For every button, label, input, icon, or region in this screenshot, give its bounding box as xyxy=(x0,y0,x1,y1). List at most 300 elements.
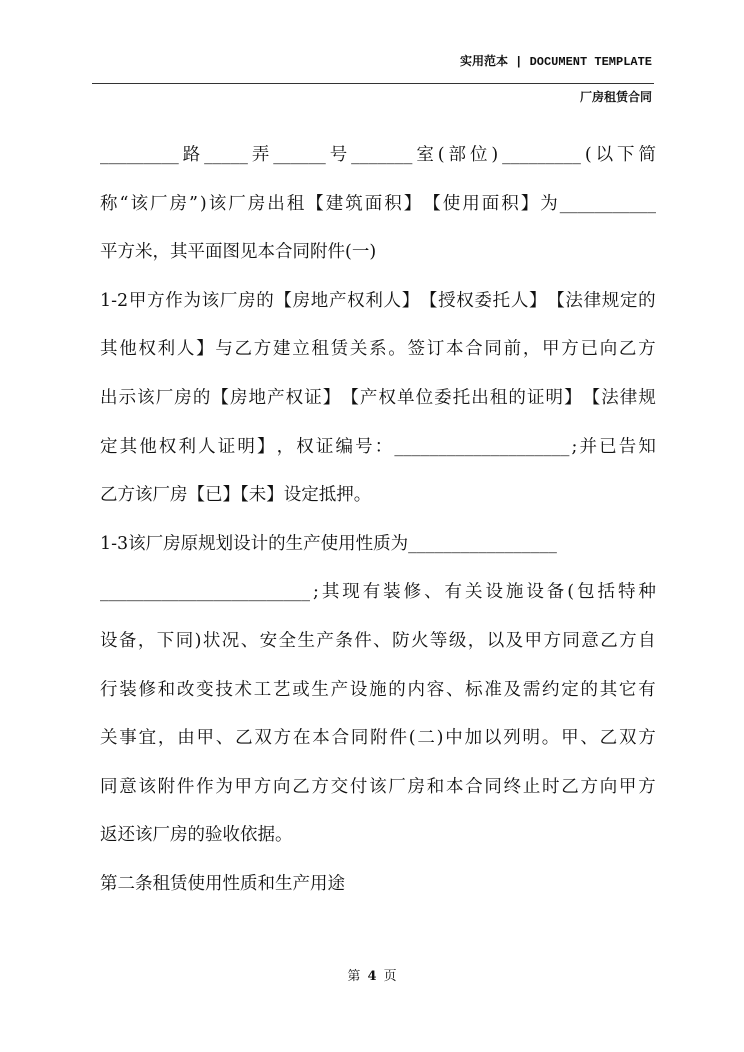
body-line-glyph: ： xyxy=(374,436,393,457)
body-line-glyph: 。 xyxy=(388,339,406,360)
body-line-glyph: 中 xyxy=(445,728,463,749)
body-line-glyph: 租 xyxy=(311,339,329,360)
body-line-glyph: 路 xyxy=(182,145,201,165)
body-line-glyph: 特 xyxy=(617,582,636,603)
body-line-glyph: 与 xyxy=(215,339,233,360)
body-line-glyph: 设 xyxy=(349,679,368,700)
body-line-glyph: 乙 xyxy=(235,728,253,749)
body-line-glyph: 修 xyxy=(403,582,422,603)
body-line-glyph: 用 xyxy=(462,193,480,214)
body-line-glyph: 件 xyxy=(176,776,195,797)
body-line-glyph: 部 xyxy=(448,145,467,165)
body-line-glyph: 他 xyxy=(119,339,137,360)
body-line-glyph: 技 xyxy=(215,679,233,700)
body-line-glyph: 的 xyxy=(508,387,526,408)
body-line-glyph: 装 xyxy=(383,582,401,603)
body-line-glyph: 授 xyxy=(438,290,456,311)
body-line-glyph: 设 xyxy=(485,582,503,603)
body-line-glyph: 【 xyxy=(211,387,229,408)
body-line-glyph: 方 xyxy=(253,776,272,797)
body-line-glyph: 有 xyxy=(444,582,463,603)
body-line-glyph: 、 xyxy=(215,728,234,749)
body-line-glyph: ， xyxy=(137,630,156,651)
body-line-glyph: 订 xyxy=(426,339,445,360)
body-line-glyph: 件 xyxy=(389,728,407,749)
body-line-glyph: 或 xyxy=(292,679,310,700)
body-line-glyph: 本 xyxy=(445,776,464,797)
body-line-glyph: 并 xyxy=(579,436,598,457)
body-line-glyph: 方 xyxy=(580,776,598,797)
body-line-glyph: 人 xyxy=(510,290,529,311)
body-line-glyph: 本 xyxy=(312,728,330,749)
body-line-glyph: _____ xyxy=(204,145,248,165)
body-line-glyph: 位 xyxy=(469,145,488,165)
body-line-glyph: 编 xyxy=(335,436,353,457)
body-line-glyph: 建 xyxy=(272,339,291,360)
body-line-glyph: ， xyxy=(522,339,541,360)
body-line-glyph: 面 xyxy=(364,193,383,214)
body-line-glyph: 关 xyxy=(349,339,368,360)
body-line-glyph: 乙 xyxy=(561,776,579,797)
body-line xyxy=(100,528,656,577)
body-line-glyph: ______ xyxy=(273,145,326,165)
body-line-glyph: 备 xyxy=(118,630,137,651)
page-number: 4 xyxy=(367,969,377,984)
body-line-glyph: 作 xyxy=(196,776,214,797)
body-line-glyph: 签 xyxy=(407,339,425,360)
body-line-glyph: 下 xyxy=(617,145,635,165)
body-line-glyph: 房 xyxy=(292,290,311,311)
body-line-glyph: 交 xyxy=(330,776,349,797)
body-line-glyph: 托 xyxy=(452,387,471,408)
body-line-glyph: 同 xyxy=(175,630,194,651)
body-line-glyph: 产 xyxy=(328,290,347,311)
body-line-glyph: ” xyxy=(188,193,198,214)
body-line-glyph: 向 xyxy=(599,776,618,797)
body-line-glyph: 人 xyxy=(383,290,401,311)
body-line-glyph: 以 xyxy=(483,728,502,749)
body-line xyxy=(100,382,656,431)
body-line-glyph: 约 xyxy=(542,679,560,700)
body-line-glyph: 备 xyxy=(546,582,565,603)
body-line-glyph: 甲 xyxy=(618,776,637,797)
body-line-glyph: 律 xyxy=(583,290,602,311)
page-number-suffix: 页 xyxy=(383,969,397,984)
body-line-glyph: 合 xyxy=(465,339,483,360)
body-line-glyph: 立 xyxy=(292,339,310,360)
body-line-glyph: 、 xyxy=(580,728,598,749)
body-line-glyph: 它 xyxy=(618,679,637,700)
body-line-glyph: 种 xyxy=(638,582,656,603)
body-line-glyph: 房 xyxy=(229,387,248,408)
body-line-glyph: 双 xyxy=(254,728,272,749)
body-line xyxy=(100,674,656,723)
body-line-glyph: ( xyxy=(408,728,416,749)
body-line-glyph: 意 xyxy=(581,630,599,651)
body-line-glyph: 关 xyxy=(464,582,483,603)
body-line-glyph: 系 xyxy=(369,339,387,360)
body-line-glyph: 利 xyxy=(365,290,383,311)
body-line-glyph: ; xyxy=(571,436,578,457)
body-line-glyph: 事 xyxy=(119,728,137,749)
body-line-glyph: 方 xyxy=(638,339,656,360)
body-line-glyph: 厂 xyxy=(149,193,168,214)
body-line-glyph: 施 xyxy=(369,679,387,700)
body-line-glyph: 人 xyxy=(198,436,216,457)
body-line-glyph: 租 xyxy=(286,193,305,214)
body-line-glyph: 同 xyxy=(484,339,502,360)
body-line-glyph: 二 xyxy=(417,728,435,749)
body-line xyxy=(100,188,656,237)
body-line-glyph: 法 xyxy=(601,387,619,408)
body-line-glyph: 件 xyxy=(354,630,372,651)
body-line-glyph: ， xyxy=(467,630,486,651)
body-line-glyph: 生 xyxy=(311,679,329,700)
body-line-glyph: 其 xyxy=(599,679,618,700)
body-line-glyph: 等 xyxy=(429,630,448,651)
body-line-glyph: 规 xyxy=(601,290,620,311)
section-heading xyxy=(100,868,656,917)
body-line-glyph: 证 xyxy=(315,436,334,457)
body-line-glyph: 加 xyxy=(464,728,483,749)
body-line-glyph: 厂 xyxy=(219,290,238,311)
body-line-glyph: 安 xyxy=(259,630,278,651)
body-line-glyph: 】 xyxy=(564,387,582,408)
body-line-glyph: 规 xyxy=(638,387,656,408)
body-line-glyph: 厂 xyxy=(155,387,174,408)
body-line-glyph: 、 xyxy=(445,679,464,700)
body-line-glyph: 由 xyxy=(177,728,195,749)
body-line-glyph: 有 xyxy=(638,679,656,700)
body-line-glyph: “ xyxy=(119,193,129,214)
body-line-glyph: 弄 xyxy=(251,145,270,165)
body-line-glyph: 的 xyxy=(388,679,406,700)
body-line-glyph: 甲 xyxy=(542,339,560,360)
body-line-glyph: 合 xyxy=(331,728,350,749)
body-line-glyph: 同 xyxy=(562,630,580,651)
body-line-glyph: 艺 xyxy=(272,679,291,700)
body-line-glyph: 【 xyxy=(306,193,324,214)
body-line-glyph: 术 xyxy=(234,679,253,700)
body-line-glyph: 产 xyxy=(330,679,349,700)
body-line-glyph: 方 xyxy=(638,728,656,749)
body-line-glyph: 已 xyxy=(599,436,617,457)
body-line-glyph: 证 xyxy=(526,387,545,408)
body-line xyxy=(100,236,656,285)
body-line-glyph: 其 xyxy=(119,436,138,457)
body-line-text: 返还该厂房的验收依据。 xyxy=(100,825,293,846)
body-line-glyph: 明 xyxy=(545,387,563,408)
body-line-glyph: 乙 xyxy=(599,728,618,749)
body-line-glyph: 建 xyxy=(325,193,344,214)
body-line-glyph: 房 xyxy=(238,290,256,311)
body-line-glyph: 及 xyxy=(505,630,524,651)
body-line-glyph: 房 xyxy=(247,193,266,214)
body-line-glyph: ( xyxy=(567,582,575,603)
body-line-glyph: 方 xyxy=(253,339,272,360)
body-line-glyph: 行 xyxy=(100,679,118,700)
body-line-glyph: 该 xyxy=(138,776,156,797)
body-line-glyph: 本 xyxy=(445,339,464,360)
body-line-glyph: 权 xyxy=(285,387,304,408)
body-line-glyph: 【 xyxy=(419,290,438,311)
body-line-glyph: 权 xyxy=(347,290,365,311)
body-line-glyph: 甲 xyxy=(561,728,579,749)
body-line-glyph: 火 xyxy=(411,630,429,651)
body-line-glyph: 方 xyxy=(619,630,637,651)
body-line-glyph: 积 xyxy=(501,193,519,214)
body-line-glyph: 同 xyxy=(350,728,369,749)
body-line-glyph: 方 xyxy=(638,776,656,797)
body-line-glyph: 附 xyxy=(370,728,388,749)
body-line-glyph: 】 xyxy=(520,193,539,214)
body-line-glyph: 防 xyxy=(392,630,410,651)
body-line-glyph: ___________ xyxy=(559,193,656,214)
body-line-glyph: 权 xyxy=(456,290,474,311)
body-line-glyph: 以 xyxy=(595,145,614,165)
body-line-glyph: 下 xyxy=(156,630,175,651)
body-line-glyph: 时 xyxy=(542,776,560,797)
body-line-glyph: 该 xyxy=(369,776,387,797)
body-line-glyph: 列 xyxy=(503,728,521,749)
body-line-glyph: 使 xyxy=(442,193,461,214)
body-line-glyph: 双 xyxy=(618,728,637,749)
body-line-glyph: 该 xyxy=(130,193,148,214)
body-line-glyph: 其 xyxy=(100,339,118,360)
body-line-glyph: 人 xyxy=(176,339,195,360)
body-line-glyph: 工 xyxy=(253,679,272,700)
body-line-glyph: 内 xyxy=(407,679,425,700)
body-line-glyph: 方 xyxy=(311,776,329,797)
body-line-glyph: 自 xyxy=(638,630,656,651)
body-line-text: 平方米，其平面图见本合同附件(一) xyxy=(100,242,377,263)
body-line-glyph: 为 xyxy=(540,193,558,214)
body-line-glyph: 标 xyxy=(465,679,483,700)
body-line-glyph: 明 xyxy=(237,436,255,457)
body-line-glyph: 有 xyxy=(362,582,381,603)
body-line-glyph: 施 xyxy=(505,582,524,603)
body-line-glyph: 级 xyxy=(448,630,467,651)
body-line-glyph: 权 xyxy=(138,339,156,360)
body-line-glyph: _________ xyxy=(100,145,179,165)
body-line-glyph: 包 xyxy=(577,582,595,603)
body-line-glyph: 同 xyxy=(100,776,118,797)
body-line xyxy=(100,819,656,868)
body-line-glyph: ________________________ xyxy=(100,582,310,603)
body-line-glyph: ( xyxy=(584,145,592,165)
body-line-glyph: 【 xyxy=(341,387,359,408)
body-line-glyph: ) xyxy=(491,145,499,165)
body-line-glyph: 1-2 xyxy=(100,290,129,311)
body-line-glyph: 乙 xyxy=(234,339,253,360)
body-line-glyph: ( xyxy=(437,145,445,165)
body-line-glyph: 乙 xyxy=(618,339,637,360)
body-line-glyph: 况 xyxy=(221,630,240,651)
body-line-glyph: 】 xyxy=(401,290,420,311)
body-line-glyph: 向 xyxy=(272,776,291,797)
body-line-glyph: 房 xyxy=(169,193,187,214)
body-line-glyph: 和 xyxy=(426,776,445,797)
body-line-glyph: 】 xyxy=(196,339,214,360)
body-line-glyph: 意 xyxy=(119,776,137,797)
body-line-glyph: 在 xyxy=(292,728,311,749)
body-line-glyph: 甲 xyxy=(234,776,253,797)
body-line-glyph: 定 xyxy=(100,436,118,457)
body-line xyxy=(100,771,656,820)
body-line-glyph: 需 xyxy=(522,679,541,700)
document-header-subtitle: 厂房租赁合同 xyxy=(579,90,652,104)
body-line xyxy=(100,625,656,674)
body-line-glyph: 生 xyxy=(297,630,315,651)
page-number-prefix: 第 xyxy=(347,969,361,984)
body-line-glyph: 】 xyxy=(529,290,547,311)
body-line-glyph: 变 xyxy=(196,679,214,700)
body-line-glyph: 、 xyxy=(240,630,259,651)
body-line-glyph: 以 xyxy=(486,630,505,651)
body-line-glyph: 权 xyxy=(378,387,396,408)
body-line-glyph: 托 xyxy=(492,290,511,311)
body-line-glyph: _______ xyxy=(351,145,413,165)
body-line-glyph: 委 xyxy=(474,290,492,311)
body-line-glyph: 乙 xyxy=(292,776,310,797)
body-line-glyph: 装 xyxy=(119,679,137,700)
body-line-glyph: 权 xyxy=(296,436,314,457)
body-line-glyph: 状 xyxy=(202,630,221,651)
body-line-glyph: _________ xyxy=(502,145,581,165)
document-header-title: 实用范本 | DOCUMENT TEMPLATE xyxy=(459,55,652,69)
body-line-glyph: 、 xyxy=(424,582,442,603)
body-line xyxy=(100,431,656,480)
body-line-glyph: 附 xyxy=(157,776,176,797)
body-line-glyph: 前 xyxy=(503,339,522,360)
body-line-text: 乙方该厂房【已】【未】设定抵押。 xyxy=(100,485,372,506)
body-line-glyph: 的 xyxy=(192,387,211,408)
body-line-glyph: 定 xyxy=(561,679,579,700)
body-line-glyph: 方 xyxy=(561,339,579,360)
body-line-glyph: 改 xyxy=(176,679,195,700)
header-divider xyxy=(92,83,654,84)
body-line-glyph: 甲 xyxy=(128,290,147,311)
body-line-glyph: 终 xyxy=(503,776,522,797)
body-line-glyph: 称 xyxy=(100,193,118,214)
body-line-glyph: ) xyxy=(194,630,202,651)
body-line-glyph: 产 xyxy=(267,387,285,408)
body-line-glyph: ， xyxy=(276,436,295,457)
body-line-glyph: 位 xyxy=(415,387,434,408)
body-line-glyph: 容 xyxy=(426,679,445,700)
body-line-glyph: 条 xyxy=(335,630,353,651)
body-line-glyph: 房 xyxy=(174,387,192,408)
body-line-glyph: 定 xyxy=(619,290,638,311)
body-line-glyph: ; xyxy=(312,582,319,603)
body-line-glyph: 利 xyxy=(178,436,196,457)
body-line-glyph: 律 xyxy=(619,387,638,408)
body-line-glyph: 示 xyxy=(118,387,137,408)
body-line-glyph: 其 xyxy=(321,582,340,603)
body-line-glyph: 作 xyxy=(165,290,183,311)
body-line-glyph: 修 xyxy=(138,679,156,700)
body-line-glyph: 现 xyxy=(342,582,360,603)
body-line-glyph: 委 xyxy=(434,387,452,408)
body-line-text: 1-3该厂房原规划设计的生产使用性质为_________________ xyxy=(100,533,557,554)
body-line-glyph: 方 xyxy=(147,290,165,311)
body-line-glyph: 合 xyxy=(465,776,483,797)
body-line-glyph: ， xyxy=(157,728,176,749)
body-line-glyph: 付 xyxy=(349,776,368,797)
body-line-glyph: 该 xyxy=(208,193,227,214)
body-line-glyph: 该 xyxy=(201,290,220,311)
body-line-glyph: 权 xyxy=(158,436,177,457)
section-heading-text: 第二条租赁使用性质和生产用途 xyxy=(100,873,345,894)
body-line-glyph: 利 xyxy=(157,339,176,360)
body-line-glyph: 地 xyxy=(310,290,329,311)
body-line-glyph: 、 xyxy=(373,630,391,651)
body-line-glyph: 止 xyxy=(522,776,541,797)
body-line-glyph: 厂 xyxy=(388,776,406,797)
body-line-glyph: 的 xyxy=(580,679,598,700)
body-line xyxy=(100,479,656,528)
body-line-glyph: 知 xyxy=(638,436,656,457)
body-line-glyph: 【 xyxy=(582,387,601,408)
body-line-glyph: 甲 xyxy=(524,630,543,651)
body-line-glyph: 出 xyxy=(471,387,489,408)
body-line xyxy=(100,285,656,334)
body-line-glyph: ) xyxy=(436,728,444,749)
body-line-glyph: 全 xyxy=(278,630,297,651)
body-line-glyph: 面 xyxy=(481,193,500,214)
body-line-glyph: 的 xyxy=(638,290,656,311)
body-line-glyph: 【 xyxy=(547,290,565,311)
body-line-glyph: 括 xyxy=(597,582,615,603)
body-line-glyph: 方 xyxy=(543,630,561,651)
contract-body xyxy=(100,139,656,917)
body-line-glyph: 】 xyxy=(257,436,275,457)
body-line-glyph: 号 xyxy=(329,145,348,165)
body-line-glyph: 号 xyxy=(355,436,373,457)
body-line-glyph: 租 xyxy=(489,387,508,408)
body-line-glyph: ____________________ xyxy=(394,436,570,457)
body-line-glyph: 产 xyxy=(359,387,378,408)
body-line-glyph: 已 xyxy=(580,339,598,360)
body-line-glyph: 方 xyxy=(273,728,292,749)
body-line-glyph: 【 xyxy=(423,193,441,214)
body-line-glyph: ) xyxy=(199,193,207,214)
body-line-glyph: 准 xyxy=(484,679,502,700)
body-line-glyph: 和 xyxy=(157,679,176,700)
body-line-glyph: 。 xyxy=(541,728,560,749)
body-line-glyph: 及 xyxy=(503,679,522,700)
body-line-glyph: 的 xyxy=(256,290,274,311)
body-line-glyph: 明 xyxy=(522,728,540,749)
body-line-glyph: 单 xyxy=(397,387,415,408)
body-line-glyph: 筑 xyxy=(345,193,363,214)
body-line-glyph: 产 xyxy=(316,630,334,651)
body-line-glyph: 房 xyxy=(407,776,425,797)
body-line xyxy=(100,722,656,771)
body-line-glyph: 【 xyxy=(274,290,292,311)
body-line-glyph: 设 xyxy=(100,630,118,651)
body-line-glyph: 地 xyxy=(248,387,266,408)
body-line-glyph: 】 xyxy=(322,387,341,408)
body-line-glyph: 宜 xyxy=(138,728,157,749)
body-line-glyph: 为 xyxy=(215,776,233,797)
body-line-glyph: 该 xyxy=(137,387,155,408)
body-line-glyph: 赁 xyxy=(330,339,349,360)
body-line-glyph: 室 xyxy=(416,145,434,165)
body-line-glyph: 向 xyxy=(599,339,618,360)
body-line-glyph: 他 xyxy=(139,436,157,457)
body-line-glyph: 告 xyxy=(618,436,637,457)
